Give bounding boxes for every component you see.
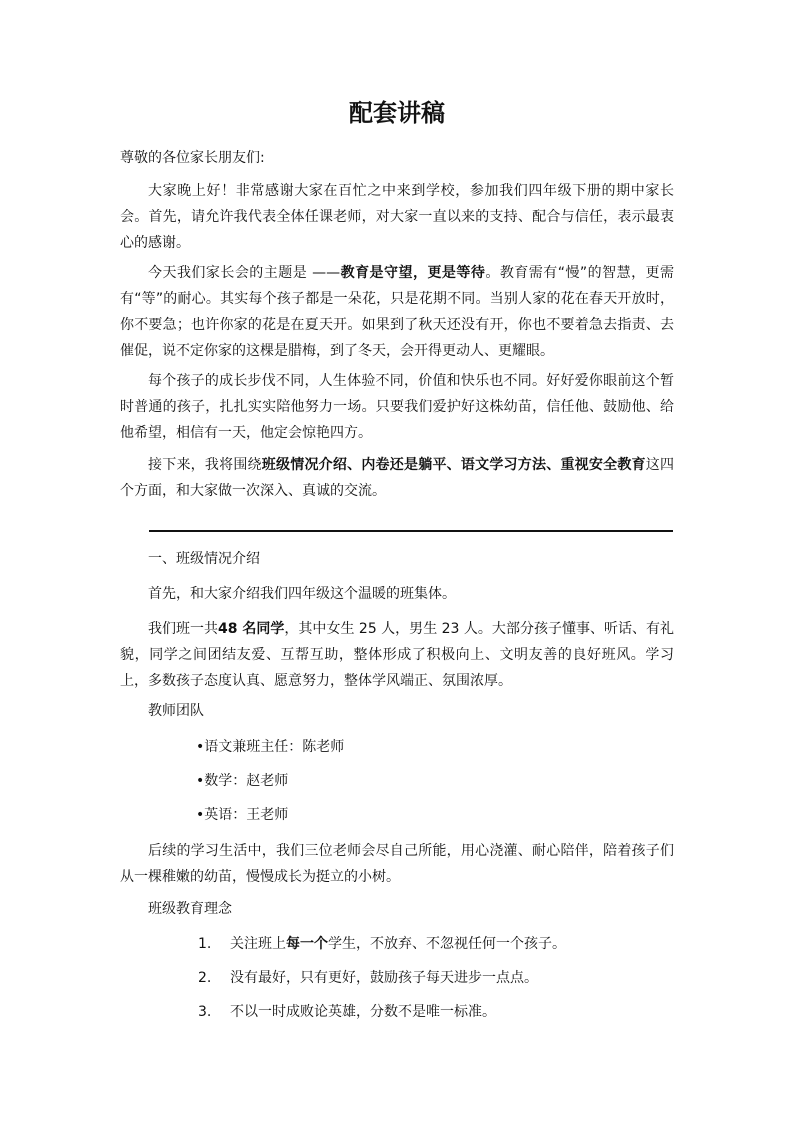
- section-intro: 首先，和大家介绍我们四年级这个温暖的班集体。: [148, 586, 456, 602]
- paragraph-class-stats: [120, 616, 674, 694]
- paragraph-theme: [120, 260, 674, 364]
- item-number: 1.: [198, 936, 212, 952]
- outline-intro: 接下来，我将围绕: [148, 457, 262, 473]
- theme-body: 。教育需有“慢”的智慧，更需有“等”的耐心。其实每个孩子都是一朵花，只是花期不同。当别人家的花在春天开放时，你不要急；也许你家的花是在夏天开。如果到了秋天还没有开，你也不要着急去指责、去催促，说不定你家的这棵是腊梅，到了冬天，会开得更动人、更耀眼。: [120, 265, 675, 359]
- teacher-item: •英语：王老师: [196, 807, 289, 823]
- paragraph-outline: [120, 452, 674, 504]
- philosophy-heading: 班级教育理念: [148, 901, 232, 917]
- item-number: 2.: [198, 970, 212, 986]
- stats-intro: 我们班一共: [148, 621, 219, 637]
- philosophy-item: 3. 不以一时成败论英雄，分数不是唯一标准。: [198, 1001, 496, 1023]
- paragraph-team-note: 后续的学习生活中，我们三位老师会尽自己所能，用心浇灌、耐心陪伴，陪着孩子们从一棵稚嫩的幼苗，慢慢成长为挺立的小树。: [120, 843, 674, 885]
- section-divider: [149, 530, 673, 532]
- philosophy-item: 2. 没有最好，只有更好，鼓励孩子每天进步一点点。: [198, 967, 538, 989]
- stats-body: ，其中女生 25 人，男生 23 人。大部分孩子懂事、听话、有礼貌，同学之间团结友爱、互帮互助，整体形成了积极向上、文明友善的良好班风。学习上，多数孩子态度认真、愿意努力，整体学风端正、氛围浓厚。: [120, 621, 675, 689]
- teacher-item: •语文兼班主任：陈老师: [196, 739, 345, 755]
- team-heading: 教师团队: [148, 703, 204, 719]
- teacher-item: •数学：赵老师: [196, 773, 289, 789]
- paragraph-growth: 每个孩子的成长步伐不同，人生体验不同，价值和快乐也不同。好好爱你眼前这个暂时普通的孩子，扎扎实实陪他努力一场。只要我们爱护好这株幼苗，信任他、鼓励他、给他希望，相信有一天，他定会惊艳四方。: [120, 373, 674, 441]
- theme-highlight: 教育是守望，更是等待: [340, 265, 486, 281]
- theme-intro: 今天我们家长会的主题是 ——: [148, 265, 341, 281]
- greeting: 尊敬的各位家长朋友们:: [120, 150, 265, 166]
- document-title: 配套讲稿: [349, 99, 445, 127]
- outline-topics: 班级情况介绍、内卷还是躺平、语文学习方法、重视安全教育: [261, 457, 646, 473]
- paragraph-welcome: 大家晚上好！非常感谢大家在百忙之中来到学校，参加我们四年级下册的期中家长会。首先，请允许我代表全体任课老师，对大家一直以来的支持、配合与信任，表示最衷心的感谢。: [120, 183, 674, 251]
- student-count: 48 名同学: [218, 621, 285, 637]
- item-number: 3.: [198, 1004, 212, 1020]
- philosophy-item: 1. 关注班上每一个学生，不放弃、不忽视任何一个孩子。: [198, 933, 566, 955]
- outline-end: 这四个方面，和大家做一次深入、真诚的交流。: [120, 457, 675, 499]
- section-heading: 一、班级情况介绍: [148, 551, 260, 567]
